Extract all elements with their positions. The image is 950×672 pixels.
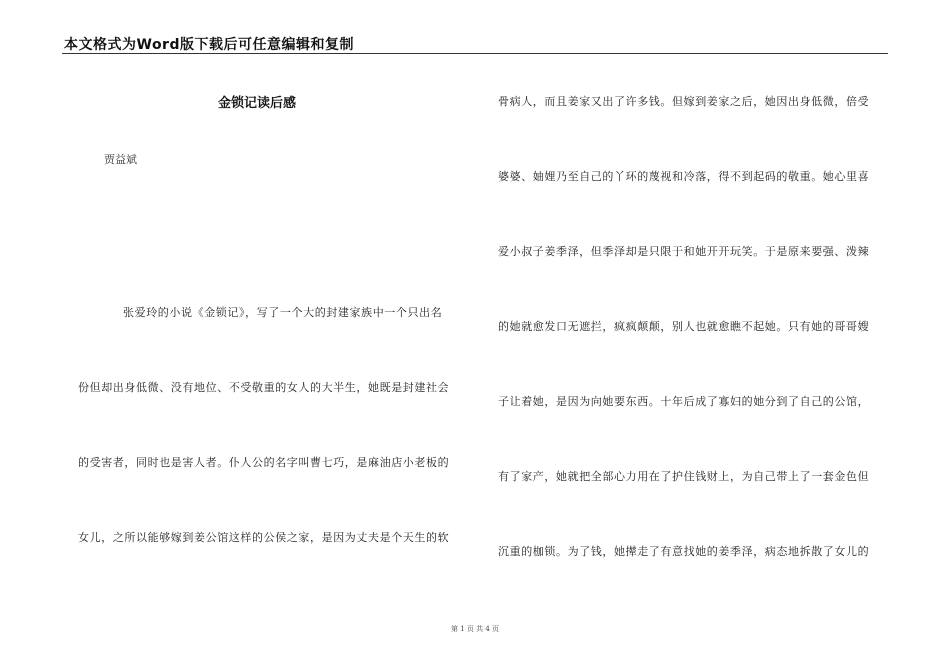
header-text: 本文格式为Word版下载后可任意编辑和复制 xyxy=(64,37,354,53)
document-author: 贾益斌 xyxy=(104,153,137,166)
paragraph-line: 份但却出身低微、没有地位、不受敬重的女人的大半生，她既是封建社会 xyxy=(78,381,450,394)
header-divider xyxy=(62,53,888,54)
paragraph-line: 沉重的枷锁。为了钱，她撵走了有意找她的姜季泽，病态地拆散了女儿的 xyxy=(498,545,870,558)
paragraph-line: 张爱玲的小说《金锁记》，写了一个大的封建家族中一个只出名 xyxy=(123,306,443,319)
paragraph-line: 子让着她，是因为向她要东西。十年后成了寡妇的她分到了自己的公馆， xyxy=(498,395,870,408)
paragraph-line: 的她就愈发口无遮拦，疯疯颠颠，别人也就愈瞧不起她。只有她的哥哥嫂 xyxy=(498,320,870,333)
document-title: 金锁记读后感 xyxy=(218,96,297,111)
paragraph-line: 的受害者，同时也是害人者。仆人公的名字叫曹七巧，是麻油店小老板的 xyxy=(78,456,450,469)
paragraph-line: 婆婆、妯娌乃至自己的丫环的蔑视和冷落，得不到起码的敬重。她心里喜 xyxy=(498,170,870,183)
paragraph-line: 有了家产，她就把全部心力用在了护住钱财上，为自己带上了一套金色但 xyxy=(498,470,870,483)
page-number: 第 1 页 共 4 页 xyxy=(450,625,500,633)
paragraph-line: 骨病人，而且姜家又出了许多钱。但嫁到姜家之后，她因出身低微，倍受 xyxy=(498,95,870,108)
paragraph-line: 爱小叔子姜季泽，但季泽却是只限于和她开开玩笑。于是原来要强、泼辣 xyxy=(498,245,870,258)
paragraph-line: 女儿，之所以能够嫁到姜公馆这样的公侯之家，是因为丈夫是个天生的软 xyxy=(78,531,450,544)
